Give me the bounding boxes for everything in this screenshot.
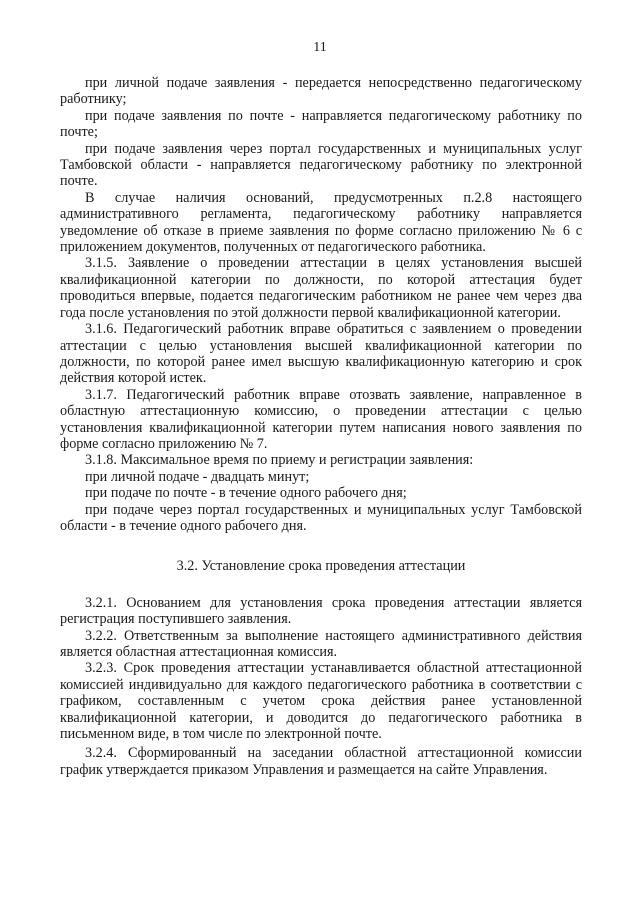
paragraph: 3.1.7. Педагогический работник вправе отозвать заявление, направленное в областную аттестационную комиссию, о проведении аттестации с целью установления квалификационной категории путем написания нового заявления по форме согласно приложению № 7. (60, 386, 582, 452)
paragraph: при подаче заявления по почте - направляется педагогическому работнику по почте; (60, 107, 582, 141)
paragraph: при личной подаче заявления - передается непосредственно педагогическому работнику; (60, 75, 582, 108)
paragraph: при подаче по почте - в течение одного рабочего дня; (85, 485, 407, 502)
paragraph: 3.1.5. Заявление о проведении аттестации в целях установления высшей квалификационной категории по должности, по которой аттестация будет проводиться впервые, подается педагогическим работником не ранее чем через два года после установления по этой должности первой квалификационной категории. (60, 255, 582, 321)
section-paragraph: 3.2.4. Сформированный на заседании областной аттестационной комиссии график утверждается приказом Управления и размещается на сайте Управления. (60, 745, 582, 778)
paragraph: при подаче заявления через портал государственных и муниципальных услуг Тамбовской области - направляется педагогическому работнику по электронной почте. (60, 140, 582, 190)
section-paragraph: 3.2.1. Основанием для установления срока проведения аттестации является регистрация поступившего заявления. (60, 594, 582, 628)
section-paragraph: 3.2.2. Ответственным за выполнение настоящего административного действия является областная аттестационная комиссия. (60, 627, 582, 660)
paragraph: В случае наличия оснований, предусмотренных п.2.8 настоящего административного регламента, педагогическому работнику направляется уведомление об отказе в приеме заявления по форме согласно приложению № 6 с приложением документов, полученных от педагогического работника. (60, 189, 582, 256)
paragraph: при подаче через портал государственных и муниципальных услуг Тамбовской области - в течение одного рабочего дня. (60, 501, 582, 534)
paragraph: 3.1.8. Максимальное время по приему и регистрации заявления: (85, 452, 474, 469)
document-body (60, 75, 582, 778)
paragraph: 3.1.6. Педагогический работник вправе обратиться с заявлением о проведении аттестации с целью установления высшей квалификационной категории по должности, по которой ранее имел высшую квалификационную категорию и срок действия которой истек. (60, 321, 582, 387)
section-paragraph: 3.2.3. Срок проведения аттестации устанавливается областной аттестационной комиссией индивидуально для каждого педагогического работника в соответствии с графиком, составленным с учетом срока действия ранее установленной квалификационной категории, и доводится до педагогического работника в письменном виде, в том числе по электронной почте. (60, 660, 582, 743)
page-number: 11 (313, 40, 327, 55)
paragraph: при личной подаче - двадцать минут; (85, 468, 310, 485)
section-heading: 3.2. Установление срока проведения аттестации (176, 558, 466, 575)
